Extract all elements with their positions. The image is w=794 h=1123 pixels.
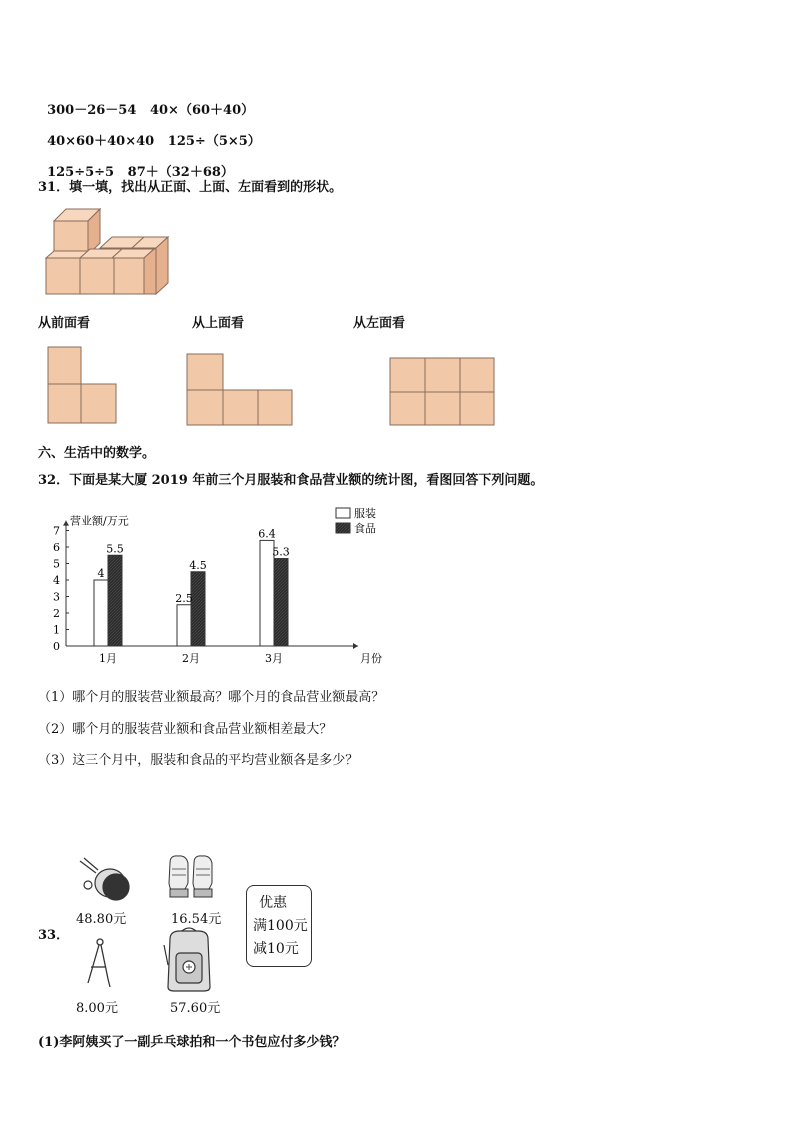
q33-number: 33． xyxy=(38,928,70,943)
calc-expr: 40×60＋40×40 xyxy=(47,134,155,149)
calc-expr: 125÷（5×5） xyxy=(167,134,261,149)
front-view-figure xyxy=(47,346,119,426)
cube-stack-figure xyxy=(40,203,175,298)
backpack-icon xyxy=(160,925,218,993)
data-label: 4 xyxy=(97,567,105,580)
calc-row-2 xyxy=(38,115,261,149)
legend-swatch xyxy=(336,523,350,533)
bar xyxy=(94,580,108,646)
ping-pong-paddle-icon xyxy=(76,855,132,903)
top-view-figure xyxy=(186,353,296,428)
calc-expr: 125÷5÷5 xyxy=(47,165,115,180)
bar xyxy=(191,572,205,646)
legend-label: 食品 xyxy=(354,522,376,535)
y-tick-label: 3 xyxy=(53,590,60,604)
y-tick-label: 6 xyxy=(53,541,60,554)
data-label: 6.4 xyxy=(258,527,276,541)
x-tick-label: 1月 xyxy=(99,652,117,665)
promo-box xyxy=(246,885,312,967)
calc-expr: 87＋（32＋68） xyxy=(127,165,234,180)
price-label: 16.54元 xyxy=(171,912,222,927)
gloves-icon xyxy=(164,853,222,899)
compass-icon xyxy=(84,937,114,989)
calc-expr: 40×（60＋40） xyxy=(149,103,255,118)
x-axis-label: 月份 xyxy=(360,652,382,665)
y-tick-label: 5 xyxy=(53,557,60,571)
bar-chart xyxy=(38,498,388,670)
y-tick-label: 2 xyxy=(53,607,60,620)
q32-sub3: （3）这三个月中，服装和食品的平均营业额各是多少？ xyxy=(38,753,359,768)
promo-title: 优惠 xyxy=(259,895,287,911)
price-label: 57.60元 xyxy=(170,1001,221,1016)
calc-row-1 xyxy=(38,84,254,118)
view-top-label: 从上面看 xyxy=(192,316,245,331)
q32-sub1: （1）哪个月的服装营业额最高？哪个月的食品营业额最高？ xyxy=(38,690,385,705)
q33-question-1: (1)李阿姨买了一副乒乓球拍和一个书包应付多少钱？ xyxy=(38,1035,346,1050)
calc-row-3 xyxy=(38,146,234,180)
y-axis-label: 营业额/万元 xyxy=(70,514,129,528)
legend-label: 服装 xyxy=(354,507,376,520)
bar xyxy=(108,555,122,646)
promo-condition: 满100元 xyxy=(253,918,308,934)
y-tick-label: 7 xyxy=(53,524,60,538)
calc-expr: 300－26－54 xyxy=(47,103,137,118)
y-tick-label: 1 xyxy=(53,623,60,637)
y-tick-label: 0 xyxy=(53,640,60,653)
x-axis-arrow xyxy=(353,643,358,649)
bar xyxy=(177,605,191,646)
x-tick-label: 3月 xyxy=(265,652,283,665)
view-front-label: 从前面看 xyxy=(38,316,91,331)
data-label: 5.3 xyxy=(272,545,290,559)
price-label: 48.80元 xyxy=(76,912,127,927)
left-view-figure xyxy=(389,357,497,427)
legend-swatch xyxy=(336,508,350,518)
view-left-label: 从左面看 xyxy=(353,316,406,331)
promo-discount: 减10元 xyxy=(253,941,299,957)
bar xyxy=(274,559,288,646)
data-label: 4.5 xyxy=(189,558,207,572)
price-label: 8.00元 xyxy=(76,1001,118,1016)
data-label: 5.5 xyxy=(106,542,124,556)
section-6-heading: 六、生活中的数学。 xyxy=(38,446,156,461)
q31-title: 31．填一填，找出从正面、上面、左面看到的形状。 xyxy=(38,180,343,195)
y-axis-arrow xyxy=(63,521,69,526)
q32-sub2: （2）哪个月的服装营业额和食品营业额相差最大？ xyxy=(38,722,333,737)
data-label: 2.5 xyxy=(175,591,193,605)
x-tick-label: 2月 xyxy=(182,652,200,665)
q32-title: 32．下面是某大厦 2019 年前三个月服装和食品营业额的统计图，看图回答下列问题。 xyxy=(38,473,544,488)
y-tick-label: 4 xyxy=(53,574,60,587)
